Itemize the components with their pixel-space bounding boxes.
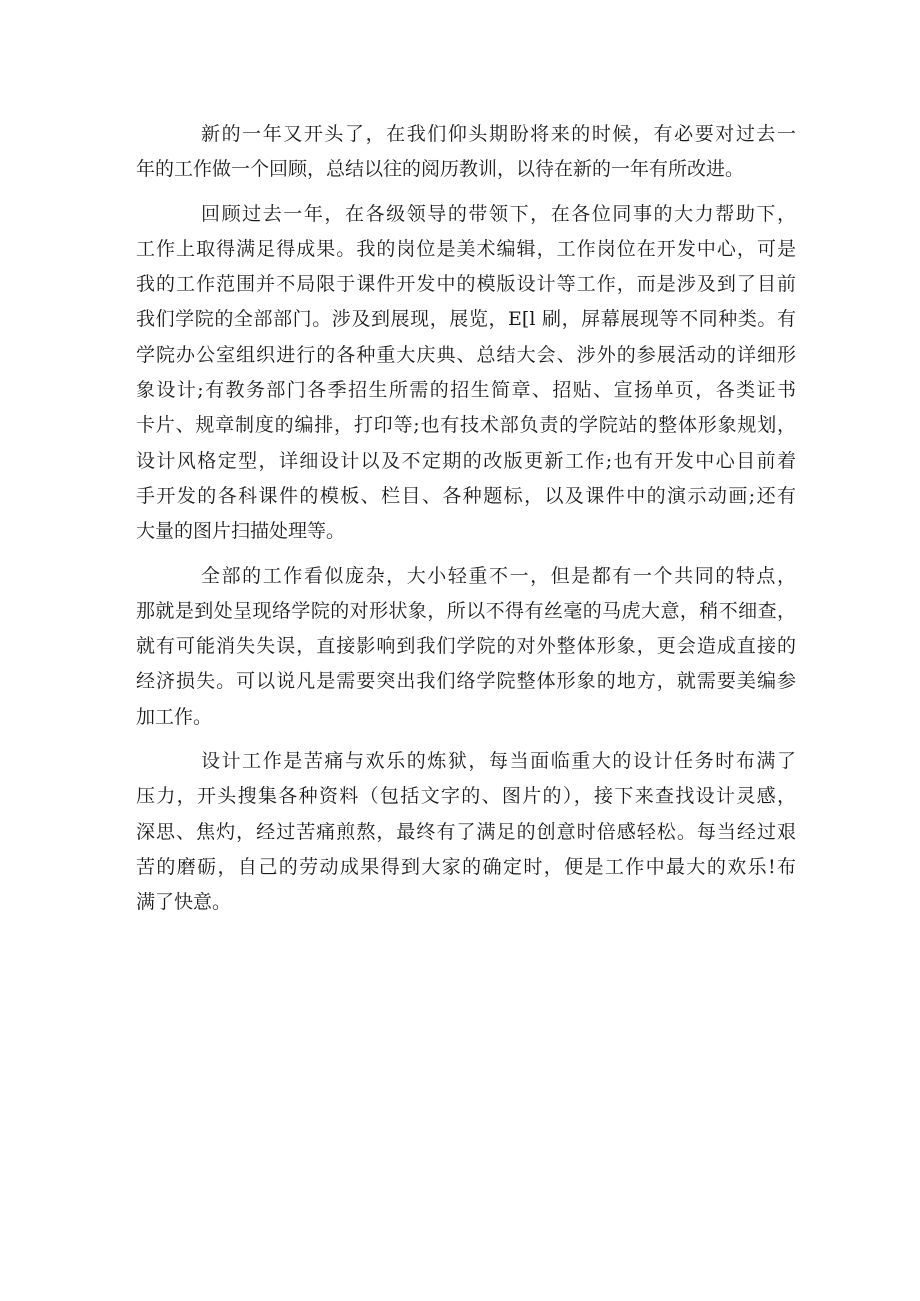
paragraph-4	[136, 744, 796, 920]
text-line: 满了快意。	[136, 891, 232, 914]
text-line: 卡片、规章制度的编排，打印等;也有技术部负责的学院站的整体形象规划，	[136, 414, 796, 437]
text-line: 深思、焦灼，经过苦痛煎熬，最终有了满足的创意时倍感轻松。每当经过艰	[136, 820, 796, 843]
text-line: 就有可能消失失误，直接影响到我们学院的对外整体形象，更会造成直接的	[136, 635, 796, 658]
text-line: 全部的工作看似庞杂，大小轻重不一，但是都有一个共同的特点，	[201, 564, 796, 587]
paragraph-1	[136, 117, 796, 188]
text-line: 象设计;有教务部门各季招生所需的招生简章、招贴、宣扬单页，各类证书	[136, 379, 796, 402]
text-line: 苦的磨砺，自己的劳动成果得到大家的确定时，便是工作中最大的欢乐!布	[136, 855, 796, 878]
text-line: 回顾过去一年，在各级领导的带领下，在各位同事的大力帮助下，	[201, 202, 796, 225]
text-line: 我们学院的全部部门。涉及到展现，展览，E[l 刷，屏幕展现等不同种类。有	[136, 308, 796, 331]
text-line: 年的工作做一个回顾，总结以往的阅历教训，以待在新的一年有所改进。	[136, 158, 745, 181]
text-line: 工作上取得满足得成果。我的岗位是美术编辑，工作岗位在开发中心，可是	[136, 237, 796, 260]
text-line: 大量的图片扫描处理等。	[136, 520, 346, 543]
document-body	[136, 117, 796, 930]
text-line: 压力，开头搜集各种资料（包括文字的、图片的），接下来查找设计灵感，	[136, 785, 796, 808]
paragraph-3	[136, 559, 796, 735]
text-line: 加工作。	[136, 705, 213, 728]
text-line: 我的工作范围并不局限于课件开发中的模版设计等工作，而是涉及到了目前	[136, 273, 796, 296]
text-line: 经济损失。可以说凡是需要突出我们络学院整体形象的地方，就需要美编参	[136, 670, 796, 693]
paragraph-2	[136, 197, 796, 550]
text-line: 那就是到处呈现络学院的对形状象，所以不得有丝毫的马虎大意，稍不细查，	[136, 599, 796, 622]
text-line: 手开发的各科课件的模板、栏目、各种题标，以及课件中的演示动画;还有	[136, 484, 796, 507]
text-line: 学院办公室组织进行的各种重大庆典、总结大会、涉外的参展活动的详细形	[136, 343, 796, 366]
text-line: 设计风格定型，详细设计以及不定期的改版更新工作;也有开发中心目前着	[136, 449, 796, 472]
text-line: 新的一年又开头了，在我们仰头期盼将来的时候，有必要对过去一	[201, 123, 796, 145]
text-line: 设计工作是苦痛与欢乐的炼狱，每当面临重大的设计任务时布满了	[201, 750, 796, 773]
